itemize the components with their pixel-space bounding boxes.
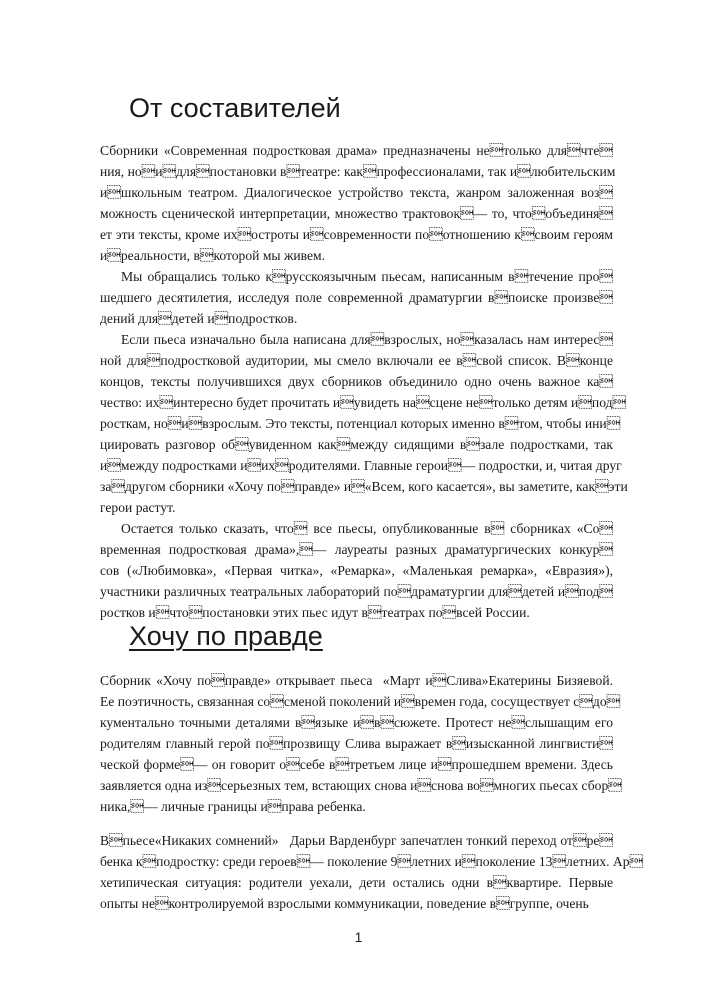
paragraph-line: опыты неконтролируемой взрослыми коммуникации, поведение вгруппе, очень: [100, 896, 589, 911]
paragraph-line: бенка кподростку: среди героев— поколение 9летних ипоколение 13летних. Ар: [100, 854, 644, 869]
paragraph-line: концов, тексты получившихся двух сборников объединило одно очень важное ка: [100, 374, 613, 389]
paragraph-line: родителям главный герой попрозвищу Слива выражает визысканной лингвисти: [100, 736, 613, 751]
paragraph-line: имежду подростками иихродителями. Главные герои— подростки, и, читая друг: [100, 458, 622, 473]
paragraph-line: Мы обращались только крусскоязычным пьесам, написанным втечение про: [121, 269, 613, 284]
paragraph-line: шедшего десятилетия, исследуя поле современной драматургии впоиске произве: [100, 290, 613, 305]
paragraph-line: герои растут.: [100, 500, 176, 515]
paragraph-line: Остается только сказать, что все пьесы, опубликованные в сборниках «Со: [121, 521, 613, 536]
paragraph-line: иреальности, вкоторой мы живем.: [100, 248, 326, 263]
paragraph-line: Сборник «Хочу поправде» открывает пьеса «Март иСлива»Екатерины Бизяевой.: [100, 673, 613, 688]
paragraph-line: можность сценической интерпретации, множество трактовок— то, чтообъединя: [100, 206, 613, 221]
section-title-from-compilers: От составителей: [129, 93, 341, 123]
paragraph-line: Если пьеса изначально была написана длявзрослых, ноказалась нам интерес: [121, 332, 613, 347]
paragraph-line: ния, ноидляпостановки втеатре: какпрофессионалами, так илюбительским: [100, 164, 616, 179]
paragraph-line: сов («Любимовка», «Первая читка», «Ремарка», «Маленькая ремарка», «Евразия»),: [100, 563, 613, 578]
paragraph-line: участники различных театральных лабораторий подраматургии длядетей ипод: [100, 584, 613, 599]
paragraph-line: росткам, ноивзрослым. Это тексты, потенциал которых именно втом, чтобы ини: [100, 416, 621, 431]
paragraph-line: хетипическая ситуация: родители уехали, дети остались одни вквартире. Первые: [100, 875, 613, 890]
paragraph-line: заявляется одна изсерьезных тем, встающих снова иснова вомногих пьесах сбор: [100, 778, 622, 793]
paragraph-line: ческой форме— он говорит осебе втретьем лице ипрошедшем времени. Здесь: [100, 757, 613, 772]
paragraph-line: Ее поэтичность, связанная сосменой поколений ивремен года, сосуществует сдо: [100, 694, 621, 709]
paragraph-line: дений длядетей иподростков.: [100, 311, 298, 326]
paragraph-line: ной дляподростковой аудитории, мы смело включали ее всвой список. Вконце: [100, 353, 613, 368]
paragraph-line: ника,— личные границы иправа ребенка.: [100, 799, 366, 814]
paragraph-line: ишкольным театром. Диалогическое устройство текста, жанром заложенная воз: [100, 185, 613, 200]
section-title-want-truth: Хочу по правде: [129, 621, 323, 651]
paragraph-line: временная подростковая драма»,— лауреаты разных драматургических конкур: [100, 542, 613, 557]
paragraph-line: ет эти тексты, кроме ихостроты исовременности поотношению ксвоим героям: [100, 227, 613, 242]
page-number: 1: [354, 930, 363, 945]
paragraph-line: задругом сборники «Хочу поправде» и«Всем, кого касается», вы заметите, какэти: [100, 479, 628, 494]
paragraph-line: кументально точными деталями вязыке ивсюжете. Протест неслышащим его: [100, 715, 613, 730]
paragraph-line: ростков ичтопостановки этих пьес идут втеатрах повсей России.: [100, 605, 530, 620]
paragraph-line: чество: ихинтересно будет прочитать иувидеть насцене нетолько детям ипод: [100, 395, 627, 410]
paragraph-line: циировать разговор обувиденном какмежду сидящими взале подростками, так: [100, 437, 613, 452]
paragraph-line: Впьесе«Никаких сомнений» Дарьи Варденбург запечатлен тонкий переход отре: [100, 833, 613, 848]
paragraph-line: Сборники «Современная подростковая драма» предназначены нетолько длячте: [100, 143, 613, 158]
